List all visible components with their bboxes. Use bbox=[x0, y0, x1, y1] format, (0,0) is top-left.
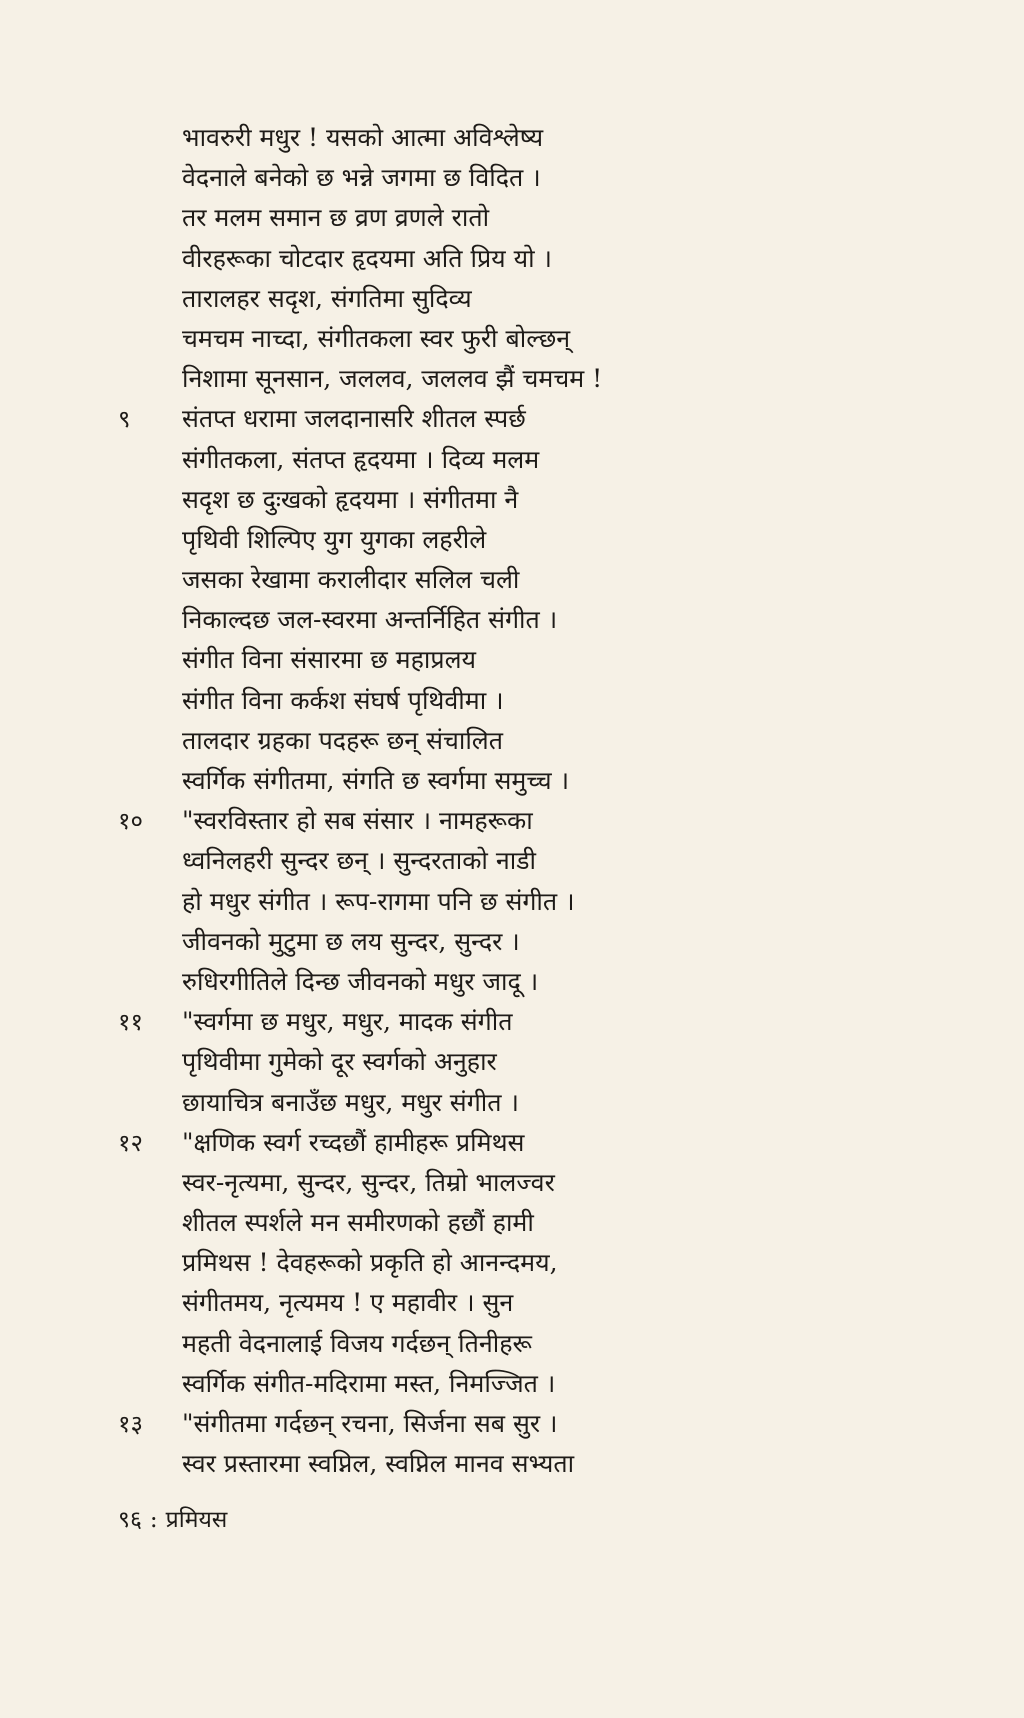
verse-number: १३ bbox=[118, 1410, 143, 1438]
poem-line-text: "स्वरविस्तार हो सब संसार । नामहरूका bbox=[182, 806, 533, 836]
poem-line-text: वेदनाले बनेको छ भन्ने जगमा छ विदित । bbox=[182, 163, 541, 193]
poem-line bbox=[118, 198, 838, 238]
book-title: प्रमियस bbox=[165, 1507, 228, 1533]
verse-number: १२ bbox=[118, 1128, 143, 1157]
poem-line-text: स्वर प्रस्तारमा स्वप्निल, स्वप्निल मानव सभ्यता bbox=[182, 1449, 575, 1479]
poem-line bbox=[118, 1243, 838, 1283]
poem-line bbox=[118, 359, 838, 399]
poem-line bbox=[118, 520, 838, 560]
poem-line bbox=[118, 560, 838, 600]
poem-line bbox=[118, 681, 838, 721]
poem-line bbox=[118, 1163, 838, 1203]
poem-line bbox=[118, 1404, 838, 1444]
poem-line bbox=[118, 1203, 838, 1243]
poem-line-text: निकाल्दछ जल-स्वरमा अन्तर्निहित संगीत । bbox=[182, 605, 558, 635]
poem-line bbox=[118, 118, 838, 158]
poem-line bbox=[118, 841, 838, 881]
poem-line-text: "क्षणिक स्वर्ग रच्दछौं हामीहरू प्रमिथस bbox=[182, 1127, 525, 1157]
poem-line bbox=[118, 480, 838, 520]
poem-line bbox=[118, 1444, 838, 1484]
poem-line bbox=[118, 801, 838, 841]
poem-line-text: वीरहरूका चोटदार हृदयमा अति प्रिय यो । bbox=[182, 243, 553, 273]
poem-line-text: हो मधुर संगीत । रूप-रागमा पनि छ संगीत । bbox=[182, 886, 575, 916]
poem-line-text: संगीतमय, नृत्यमय ! ए महावीर । सुन bbox=[182, 1288, 514, 1318]
poem-line bbox=[118, 1364, 838, 1404]
poem-line bbox=[118, 319, 838, 359]
poem-line-text: "संगीतमा गर्दछन् रचना, सिर्जना सब सुर । bbox=[182, 1409, 558, 1438]
poem-line-text: स्वर्गिक संगीत-मदिरामा मस्त, निमज्जित । bbox=[182, 1368, 556, 1398]
poem-line-text: जीवनको मुटुमा छ लय सुन्दर, सुन्दर । bbox=[182, 926, 520, 956]
poem-line-text: पृथिवीमा गुमेको दूर स्वर्गको अनुहार bbox=[182, 1047, 497, 1077]
poem-line bbox=[118, 721, 838, 761]
poem-line-text: छायाचित्र बनाउँछ मधुर, मधुर संगीत । bbox=[182, 1087, 519, 1117]
poem-line-text: तालदार ग्रहका पदहरू छन् संचालित bbox=[182, 725, 503, 755]
poem-line-text: महती वेदनालाई विजय गर्दछन् तिनीहरू bbox=[182, 1328, 532, 1358]
poem-line-text: सदृश छ दुःखको हृदयमा । संगीतमा नै bbox=[182, 484, 519, 514]
poem-line bbox=[118, 640, 838, 680]
poem-line-text: संगीत विना संसारमा छ महाप्रलय bbox=[182, 645, 477, 675]
poem-line bbox=[118, 1083, 838, 1123]
poem-line bbox=[118, 1042, 838, 1082]
page-number: ९६ bbox=[118, 1507, 142, 1533]
poem-line-text: तारालहर सदृश, संगतिमा सुदिव्य bbox=[182, 283, 472, 313]
poem-body bbox=[118, 118, 838, 1484]
poem-line-text: संतप्त धरामा जलदानासरि शीतल स्पर्छ bbox=[182, 404, 526, 434]
poem-line bbox=[118, 1002, 838, 1042]
poem-line bbox=[118, 279, 838, 319]
poem-line-text: "स्वर्गमा छ मधुर, मधुर, मादक संगीत bbox=[182, 1007, 513, 1037]
poem-line-text: तर मलम समान छ व्रण व्रणले रातो bbox=[182, 203, 490, 233]
poem-line bbox=[118, 239, 838, 279]
poem-line-text: शीतल स्पर्शले मन समीरणको हछौं हामी bbox=[182, 1208, 534, 1238]
poem-line bbox=[118, 922, 838, 962]
page-footer bbox=[118, 1502, 227, 1534]
poem-line-text: निशामा सूनसान, जललव, जललव झैं चमचम ! bbox=[182, 364, 603, 394]
poem-line-text: जसका रेखामा करालीदार सलिल चली bbox=[182, 565, 520, 595]
poem-line-text: संगीत विना कर्कश संघर्ष पृथिवीमा । bbox=[182, 685, 504, 715]
footer-separator: : bbox=[149, 1507, 158, 1533]
poem-line-text: संगीतकला, संतप्त हृदयमा । दिव्य मलम bbox=[182, 444, 540, 474]
poem-line bbox=[118, 761, 838, 801]
poem-line bbox=[118, 440, 838, 480]
poem-line bbox=[118, 158, 838, 198]
poem-line bbox=[118, 962, 838, 1002]
poem-line-text: चमचम नाच्दा, संगीतकला स्वर फुरी बोल्छन् bbox=[182, 323, 571, 353]
poem-line-text: रुधिरगीतिले दिन्छ जीवनको मधुर जादू । bbox=[182, 966, 539, 996]
poem-line-text: प्रमिथस ! देवहरूको प्रकृति हो आनन्दमय, bbox=[182, 1248, 558, 1278]
poem-line-text: ध्वनिलहरी सुन्दर छन् । सुन्दरताको नाडी bbox=[182, 846, 537, 876]
poem-line bbox=[118, 1123, 838, 1163]
verse-number: १० bbox=[118, 807, 143, 836]
verse-number: ९ bbox=[118, 405, 131, 434]
poem-line bbox=[118, 1324, 838, 1364]
poem-line-text: स्वर-नृत्यमा, सुन्दर, सुन्दर, तिम्रो भालज्वर bbox=[182, 1167, 555, 1197]
poem-line bbox=[118, 1283, 838, 1323]
poem-line bbox=[118, 399, 838, 439]
poem-line-text: भावरुरी मधुर ! यसको आत्मा अविश्लेष्य bbox=[182, 123, 544, 152]
verse-number: ११ bbox=[118, 1008, 143, 1037]
poem-line-text: पृथिवी शिल्पिए युग युगका लहरीले bbox=[182, 524, 487, 554]
poem-line bbox=[118, 882, 838, 922]
poem-line bbox=[118, 600, 838, 640]
poem-line-text: स्वर्गिक संगीतमा, संगति छ स्वर्गमा समुच्च । bbox=[182, 766, 570, 795]
